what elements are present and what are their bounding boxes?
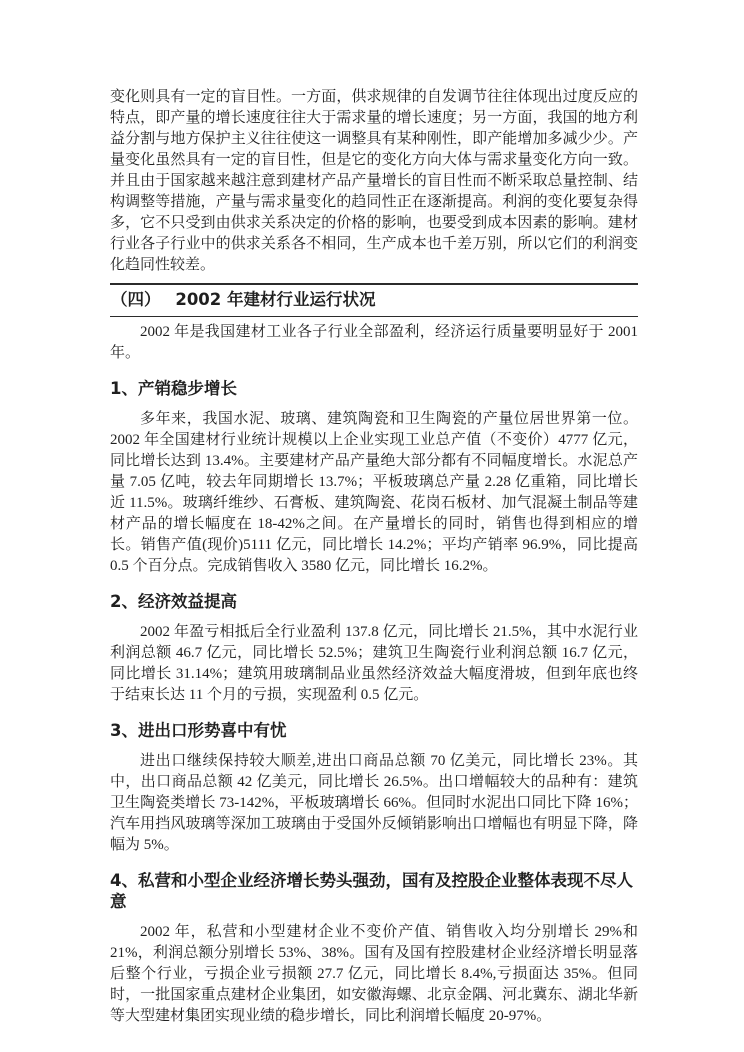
section-heading-title: 2002 年建材行业运行状况 [175,290,376,309]
section-heading-number: （四） [111,290,161,309]
subsection-3-heading: 3、进出口形势喜中有忧 [110,721,287,740]
subsection-2-heading: 2、经济效益提高 [110,592,237,611]
subsection-1-body: 多年来，我国水泥、玻璃、建筑陶瓷和卫生陶瓷的产量位居世界第一位。2002 年全国建材行业统计规模以上企业实现工业总产值（不变价）4777 亿元，同比增长达到 13.4%。主要建材产品产量绝大部分都有不同幅度增长。水泥总产量 7.05 亿吨，较去年同期增长 13.7%；平板玻璃总产量 2.28 亿重箱，同比增长近 11.5%。玻璃纤维纱、石膏板、建筑陶瓷、花岗石板材、加气混凝土制品等建材产品的增长幅度在 18-42%之间。在产量增长的同时，销售也得到相应的增长。销售产值(现价)5111 亿元，同比增长 14.2%；平均产销率 96.9%，同比提高 0.5 个百分点。完成销售收入 3580 亿元，同比增长 16.2%。 [110,411,638,574]
subsection-3-body: 进出口继续保持较大顺差,进出口商品总额 70 亿美元，同比增长 23%。其中，出口商品总额 42 亿美元，同比增长 26.5%。出口增幅较大的品种有：建筑卫生陶瓷类增长 73-142%，平板玻璃增长 66%。但同时水泥出口同比下降 16%；汽车用挡风玻璃等深加工玻璃由于受国外反倾销影响出口增幅也有明显下降，降幅为 5%。 [110,753,638,853]
intro-paragraph: 变化则具有一定的盲目性。一方面，供求规律的自发调节往往体现出过度反应的特点，即产量的增长速度往往大于需求量的增长速度；另一方面，我国的地方利益分割与地方保护主义往往使这一调整具有某种刚性，即产能增加多减少少。产量变化虽然具有一定的盲目性，但是它的变化方向大体与需求量变化方向一致。并且由于国家越来越注意到建材产品产量增长的盲目性而不断采取总量控制、结构调整等措施，产量与需求量变化的趋同性正在逐渐提高。利润的变化要复杂得多，它不只受到由供求关系决定的价格的影响，也要受到成本因素的影响。建材行业各子行业中的供求关系各不相同，生产成本也千差万别，所以它们的利润变化趋同性较差。 [110,89,638,273]
subsection-4-body: 2002 年，私营和小型建材企业不变价产值、销售收入均分别增长 29%和 21%，利润总额分别增长 53%、38%。国有及国有控股建材企业经济增长明显落后整个行业，亏损企业亏损额 27.7 亿元，同比增长 8.4%,亏损面达 35%。但同时，一批国家重点建材企业集团，如安徽海螺、北京金隅、河北冀东、湖北华新等大型建材集团实现业绩的稳步增长，同比利润增长幅度 20-97%。 [110,924,638,1024]
subsection-4 [110,870,638,1027]
subsection-3 [110,720,638,856]
subsection-1 [110,378,638,577]
subsection-4-heading: 4、私营和小型企业经济增长势头强劲，国有及控股企业整体表现不尽人意 [110,871,633,911]
page-content [110,87,638,1027]
section-heading-box [110,283,638,317]
subsection-2 [110,591,638,706]
subsection-2-body: 2002 年盈亏相抵后全行业盈利 137.8 亿元，同比增长 21.5%，其中水泥行业利润总额 46.7 亿元，同比增长 52.5%；建筑卫生陶瓷行业利润总额 16.7 亿元，同比增长 31.14%；建筑用玻璃制品业虽然经济效益大幅度滑坡，但到年底也终于结束长达 11 个月的亏损，实现盈利 0.5 亿元。 [110,624,638,703]
section-intro-paragraph: 2002 年是我国建材工业各子行业全部盈利，经济运行质量要明显好于 2001 年。 [110,324,638,361]
subsection-1-heading: 1、产销稳步增长 [110,379,237,398]
